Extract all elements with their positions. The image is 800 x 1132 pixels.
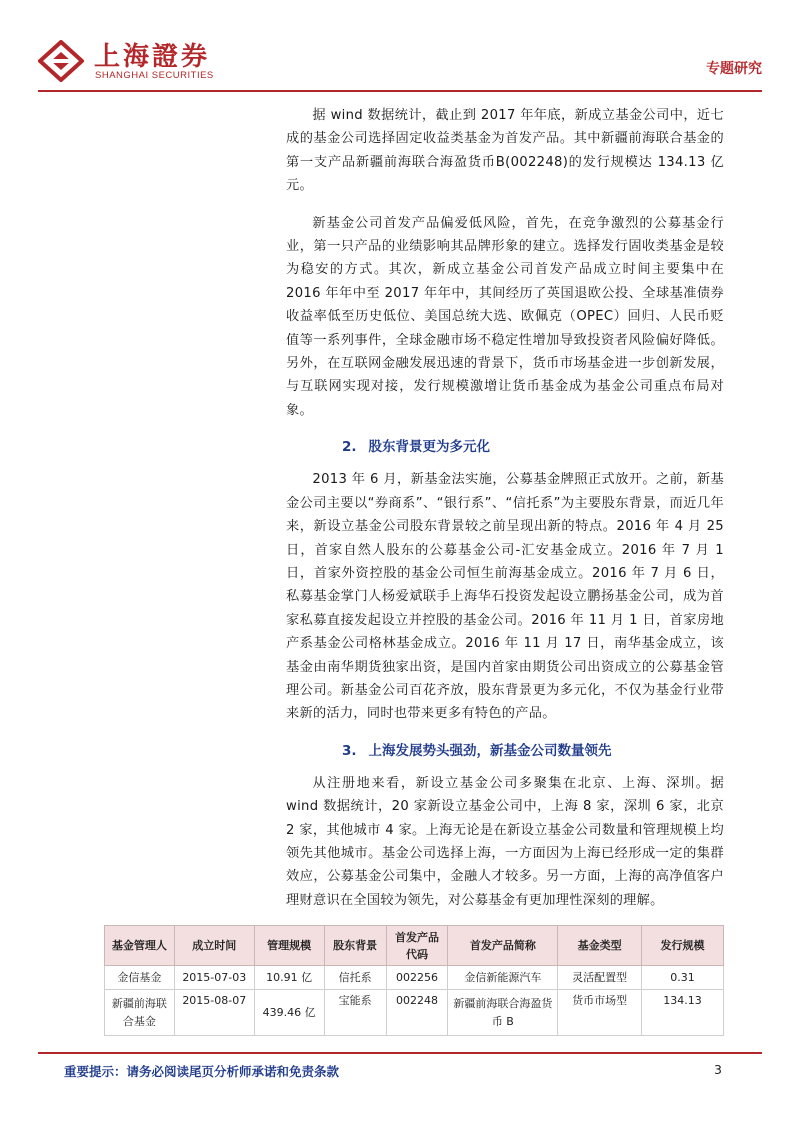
cell-shareholder: 宝能系	[324, 990, 386, 1036]
company-logo	[38, 36, 258, 86]
cell-product-code: 002256	[386, 966, 448, 990]
fund-company-table	[104, 925, 724, 1036]
section-3-title: 上海发展势头强劲，新基金公司数量领先	[368, 742, 612, 759]
logo-chinese-text: 上海證券	[94, 42, 211, 72]
paragraph-shanghai-leading: 从注册地来看，新设立基金公司多聚集在北京、上海、深圳。据 wind 数据统计，20 家新设立基金公司中，上海 8 家，深圳 6 家，北京 2 家，其他城市 4 家。上海无论是在新设立基金公司数量和管理规模上均领先其他城市。基金公司选择上海，一方面因为上海已经形成一定的集群效应，公募基金公司集中，金融人才较多。另一方面，上海的高净值客户理财意识在全国较为领先，对公募基金有更加理性深刻的理解。	[286, 775, 724, 908]
cell-product-name: 金信新能源汽车	[448, 966, 558, 990]
col-header-manager: 基金管理人	[105, 926, 175, 966]
cell-product-name: 新疆前海联合海盈货币 B	[448, 990, 558, 1036]
table-row	[105, 990, 724, 1036]
col-header-product-name: 首发产品简称	[448, 926, 558, 966]
section-2-title: 股东背景更为多元化	[368, 439, 491, 456]
col-header-fund-type: 基金类型	[558, 926, 642, 966]
cell-manager: 新疆前海联合基金	[105, 990, 175, 1036]
col-header-aum: 管理规模	[254, 926, 324, 966]
cell-manager: 金信基金	[105, 966, 175, 990]
cell-aum: 439.46 亿	[254, 990, 324, 1036]
logo-english-text: SHANGHAI SECURITIES	[95, 70, 214, 81]
section-3-number: 3.	[342, 742, 357, 759]
page-number: 3	[714, 1062, 722, 1077]
cell-founded: 2015-08-07	[174, 990, 254, 1036]
table-header-row	[105, 926, 724, 966]
section-2-number: 2.	[342, 439, 357, 456]
cell-product-code: 002248	[386, 990, 448, 1036]
shanghai-securities-logo-icon	[38, 40, 84, 82]
col-header-issue-size: 发行规模	[642, 926, 724, 966]
table-row	[105, 966, 724, 990]
cell-shareholder: 信托系	[324, 966, 386, 990]
cell-issue-size: 0.31	[642, 966, 724, 990]
paragraph-low-risk: 新基金公司首发产品偏爱低风险，首先，在竞争激烈的公募基金行业，第一只产品的业绩影响其品牌形象的建立。选择发行固收类基金是较为稳安的方式。其次，新成立基金公司首发产品成立时间主要集中在 2016 年年中至 2017 年年中，其间经历了英国退欧公投、全球基准债券收益率低至历史低位、美国总统大选、欧佩克（OPEC）回归、人民币贬值等一系列事件，全球金融市场不稳定性增加导致投资者风险偏好降低。另外，在互联网金融发展迅速的背景下，货币市场基金进一步创新发展，与互联网实现对接，发行规模激增让货币基金成为基金公司重点布局对象。	[286, 215, 724, 418]
col-header-founded: 成立时间	[174, 926, 254, 966]
cell-aum: 10.91 亿	[254, 966, 324, 990]
report-type-label: 专题研究	[706, 61, 762, 77]
main-content	[286, 104, 724, 926]
col-header-product-code: 首发产品代码	[386, 926, 448, 966]
cell-issue-size: 134.13	[642, 990, 724, 1036]
disclaimer-note: 重要提示：请务必阅读尾页分析师承诺和免责条款	[64, 1064, 340, 1079]
page-header	[38, 28, 762, 90]
section-2-heading	[286, 436, 724, 458]
paragraph-shareholder-background: 2013 年 6 月，新基金法实施，公募基金牌照正式放开。之前，新基金公司主要以“券商系”、“银行系”、“信托系”为主要股东背景，而近几年来，新设立基金公司股东背景较之前呈现出新的特点。2016 年 4 月 25 日，首家自然人股东的公募基金公司-汇安基金成立。2016 年 7 月 1 日，首家外资控股的基金公司恒生前海基金成立。2016 年 7 月 6 日，私募基金掌门人杨爱斌联手上海华石投资发起设立鹏扬基金公司，成为首家私募直接发起设立并控股的基金公司。2016 年 11 月 1 日，首家房地产系基金公司格林基金成立。2016 年 11 月 17 日，南华基金成立，该基金由南华期货独家出资，是国内首家由期货公司出资成立的公募基金管理公司。新基金公司百花齐放，股东背景更为多元化，不仅为基金行业带来新的活力，同时也带来更多有特色的产品。	[286, 472, 724, 722]
header-divider	[38, 90, 762, 92]
cell-fund-type: 灵活配置型	[558, 966, 642, 990]
section-3-heading	[286, 740, 724, 762]
cell-fund-type: 货币市场型	[558, 990, 642, 1036]
footer-divider	[38, 1052, 762, 1054]
col-header-shareholder: 股东背景	[324, 926, 386, 966]
cell-founded: 2015-07-03	[174, 966, 254, 990]
paragraph-wind-stats: 据 wind 数据统计，截止到 2017 年年底，新成立基金公司中，近七成的基金公司选择固定收益类基金为首发产品。其中新疆前海联合基金的第一支产品新疆前海联合海盈货币B(002248)的发行规模达 134.13 亿元。	[286, 108, 724, 194]
